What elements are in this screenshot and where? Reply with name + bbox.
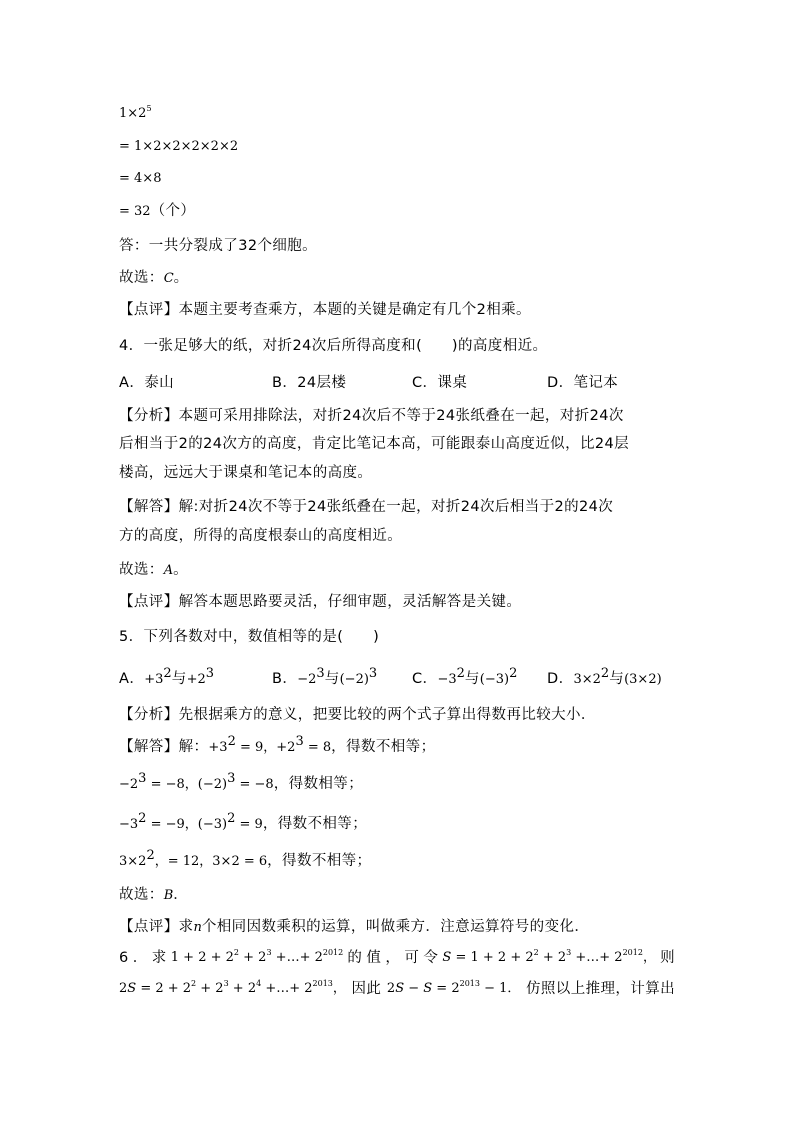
q4-analysis-line-3: 楼高，远远大于课桌和笔记本的高度。 — [119, 465, 373, 481]
q3-choice: 故选：C。 — [119, 270, 189, 286]
q5-comment: 【点评】求n个相同因数乘积的运算，叫做乘方．注意运算符号的变化． — [119, 919, 590, 935]
q4-option-d: D．笔记本 — [547, 375, 619, 391]
q5-options — [119, 666, 679, 689]
q4-solution-line-2: 方的高度，所得的高度根泰山的高度相近。 — [119, 528, 403, 544]
q3-answer: 答：一共分裂成了32个细胞。 — [119, 238, 318, 254]
q5-solution-line-3: $-3^2 = -9$，$(-3)^2 = 9$，得数不相等； — [119, 811, 368, 832]
calc-line-4: = 32（个） — [119, 203, 196, 219]
q4-options — [119, 373, 679, 393]
q5-analysis: 【分析】先根据乘方的意义，把要比较的两个式子算出得数再比较大小． — [119, 707, 596, 723]
q4-comment: 【点评】解答本题思路要灵活，仔细审题，灵活解答是关键。 — [119, 594, 522, 610]
q4-option-b: B．24层楼 — [272, 375, 347, 391]
calc-line-3: = 4×8 — [119, 171, 162, 186]
q4-solution-line-1: 【解答】解:对折24次不等于24张纸叠在一起，对折24次后相当于2的24次 — [119, 499, 614, 515]
q5-solution-line-1: 【解答】解：$+3^2 = 9$，$+2^3 = 8$，得数不相等； — [119, 734, 436, 755]
q5-option-d: D．$3\times 2^2$与(3×2) — [547, 666, 662, 687]
q5-solution-line-4: $3\times 2^2$，= 12，3×2 = 6，得数不相等； — [119, 848, 372, 869]
q5-option-c: C．$-3^2$与$(-3)^2$ — [412, 666, 518, 687]
q4-analysis-line-1: 【分析】本题可采用排除法，对折24次后不等于24张纸叠在一起，对折24次 — [119, 408, 624, 424]
q4-option-c: C．课桌 — [412, 375, 468, 391]
q4-option-a: A．泰山 — [119, 375, 175, 391]
q6-stem-line-2: $2S = 2 + 2^2 + 2^3 + 2^4$ +…+ $2^{2013}$， 因此 $2S - S = 2^{2013} - 1$． 仿照以上推理，计算出 — [119, 979, 675, 997]
q6-stem-line-1: 6 ． 求 $1 + 2 + 2^2 + 2^3$ +…+ $2^{2012}$ 的 值 ， 可 令 $S = 1 + 2 + 2^2 + 2^3$ +…+ $2^{2012}$， 则 — [119, 948, 675, 966]
calc-line-1: $1\times 2^5$ — [119, 104, 152, 121]
q5-option-b: B．$-2^3$与$(-2)^3$ — [272, 666, 378, 687]
calc-line-2: = 1×2×2×2×2×2 — [119, 139, 239, 154]
q4-analysis-line-2: 后相当于2的24次方的高度，肯定比笔记本高，可能跟泰山高度近似，比24层 — [119, 436, 630, 452]
q3-comment: 【点评】本题主要考查乘方，本题的关键是确定有几个2相乘。 — [119, 302, 531, 318]
q5-stem: 5．下列各数对中，数值相等的是( ) — [119, 629, 380, 645]
q5-choice: 故选：B． — [119, 887, 189, 903]
q5-solution-line-2: $-2^3 = -8$，$(-2)^3 = -8$，得数相等； — [119, 771, 364, 792]
q4-stem: 4．一张足够大的纸，对折24次后所得高度和( )的高度相近。 — [119, 338, 548, 354]
q5-option-a: A．$+3^2$与$+2^3$ — [119, 666, 215, 687]
q4-choice: 故选：A。 — [119, 562, 188, 578]
